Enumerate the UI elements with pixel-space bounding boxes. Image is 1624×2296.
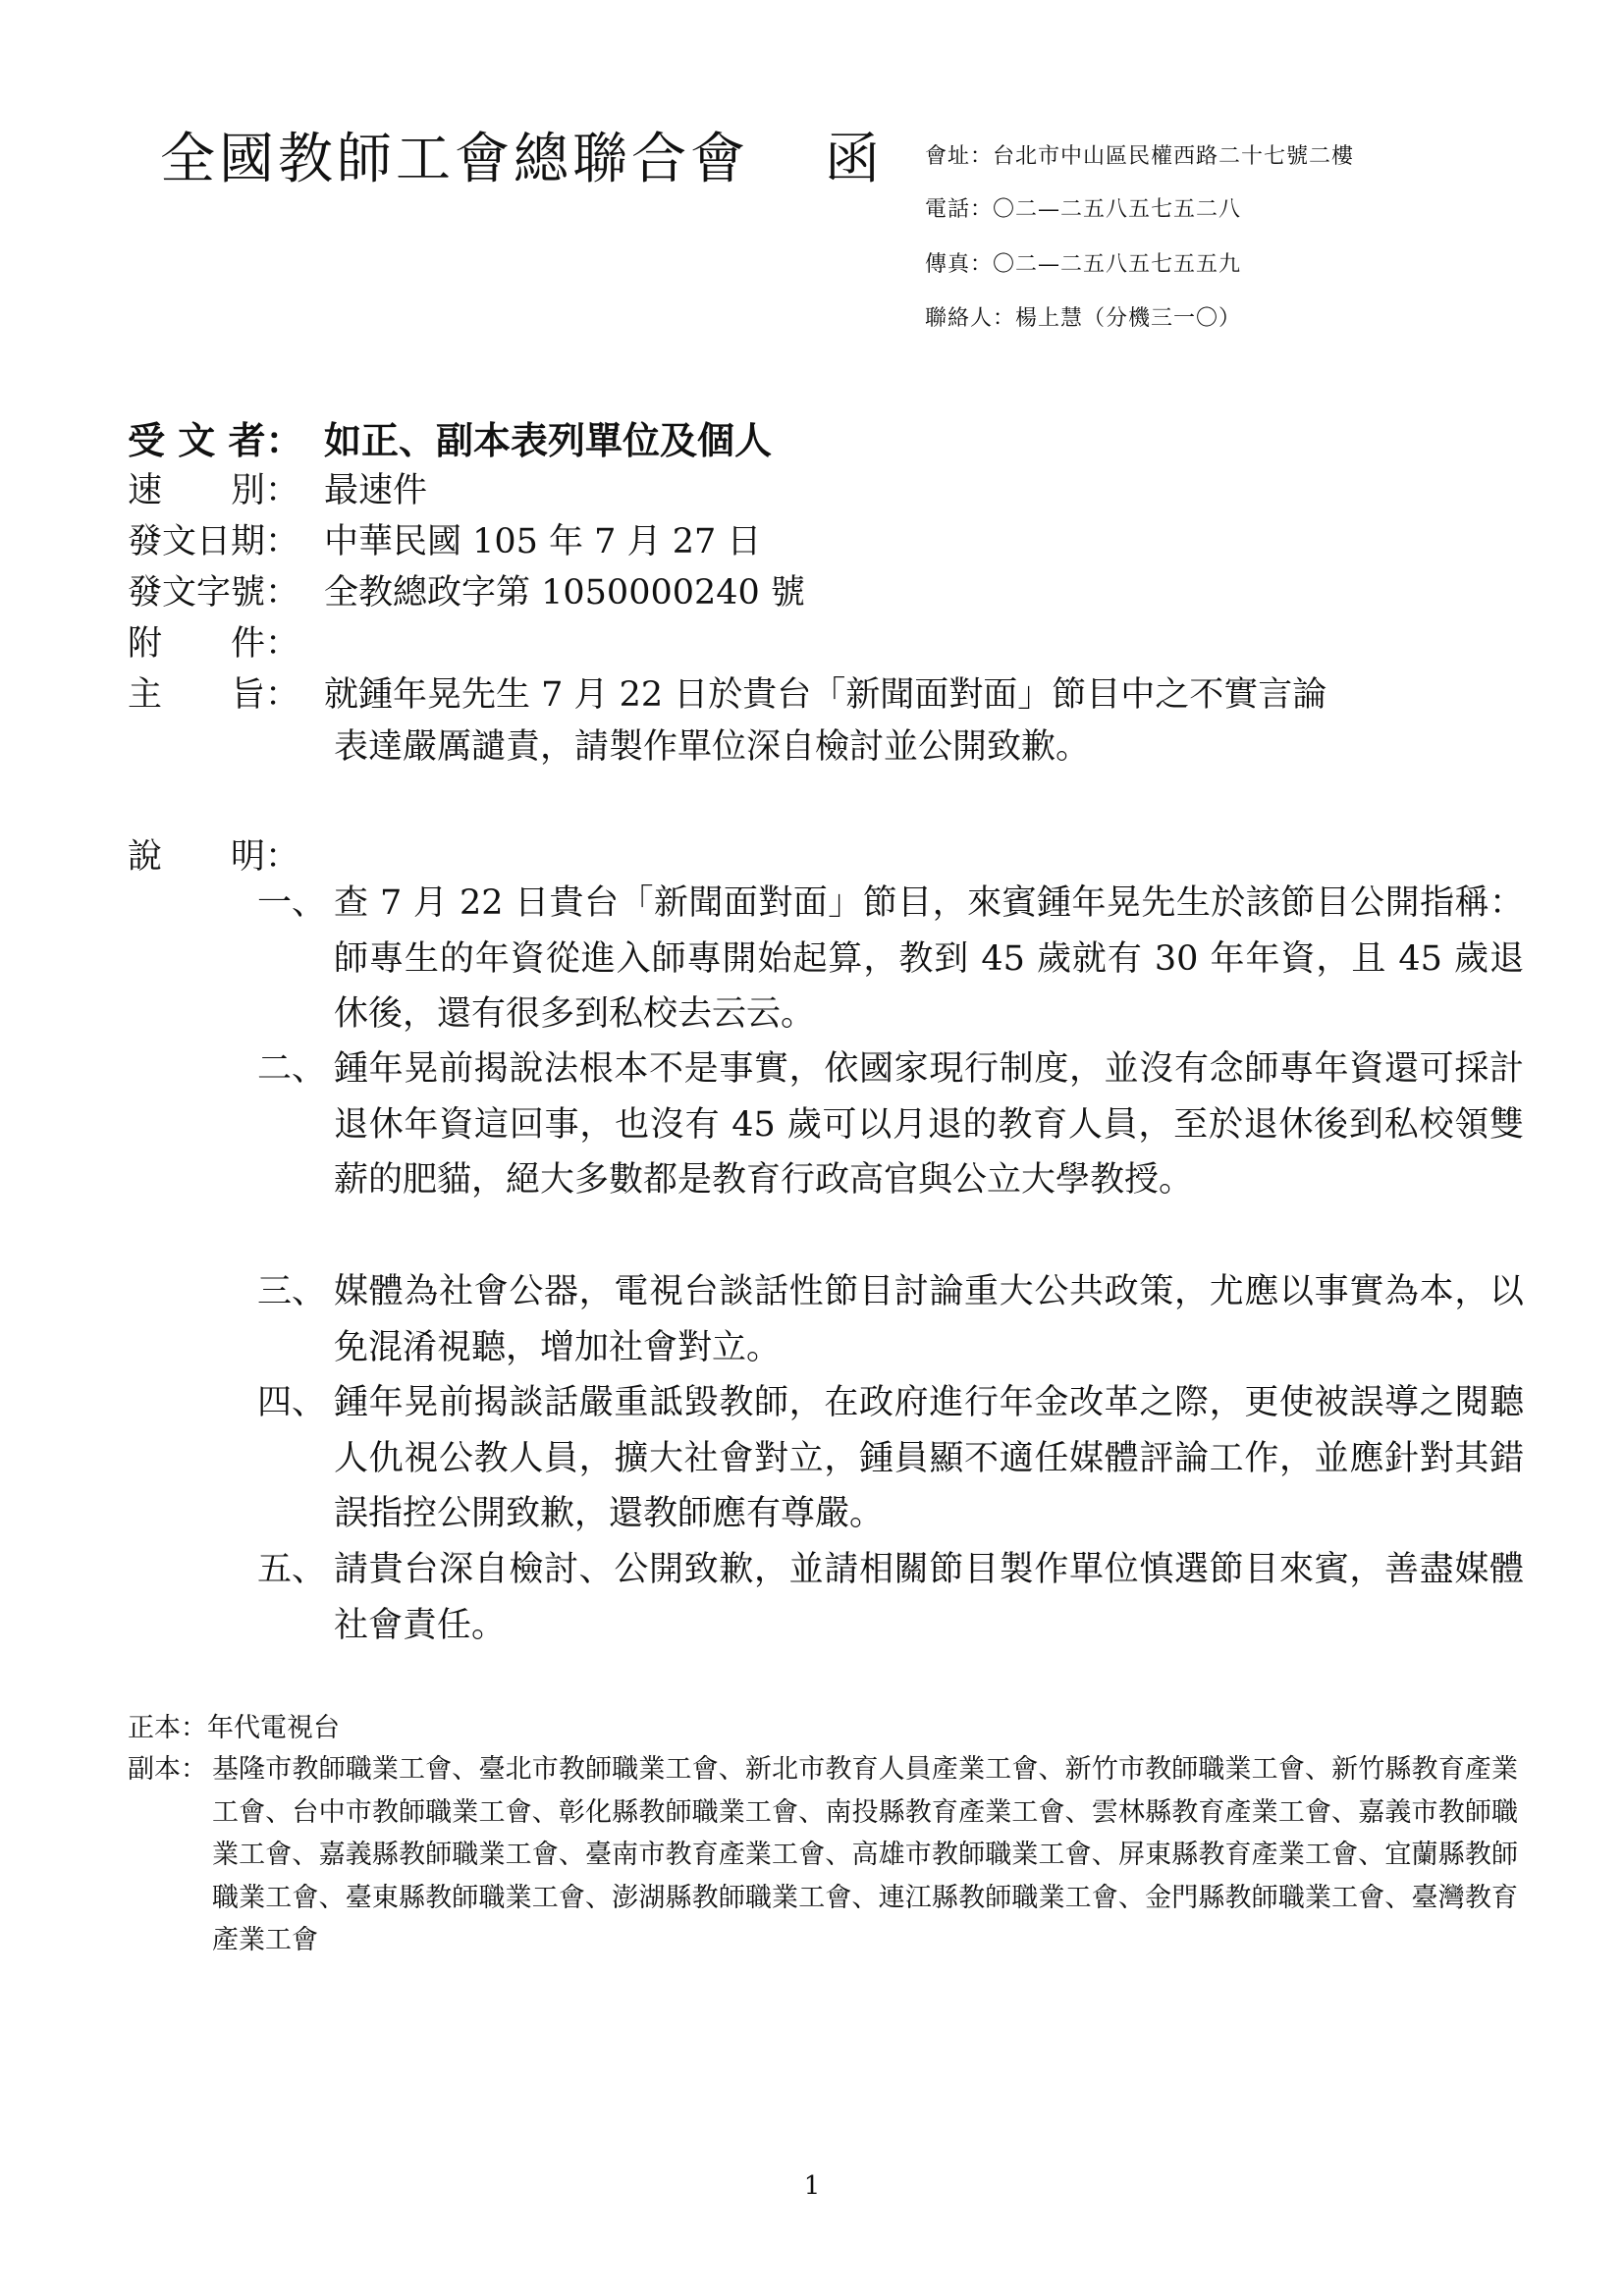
item-number: 五、 xyxy=(257,1550,327,1589)
date-value: 中華民國 105 年 7 月 27 日 xyxy=(324,522,762,561)
contact-phone: 電話：〇二—二五八五七五二八 xyxy=(925,197,1242,222)
description-item xyxy=(257,1264,1524,1375)
speed-field xyxy=(128,463,427,512)
item-text: 查 7 月 22 日貴台「新聞面對面」節目，來賓鍾年晃先生於該節目公開指稱：師專生的年資從進入師專開始起算，教到 45 歲就有 30 年年資，且 45 歲退休後，還有很多到私校去云云。 xyxy=(334,883,1524,1034)
item-text: 鍾年晃前揭談話嚴重詆毀教師，在政府進行年金改革之際，更使被誤導之閱聽人仇視公教人員，擴大社會對立，鍾員顯不適任媒體評論工作，並應針對其錯誤指控公開致歉，還教師應有尊嚴。 xyxy=(334,1383,1524,1533)
original-recipient xyxy=(128,1706,340,1744)
subject-line-2: 表達嚴厲譴責，請製作單位深自檢討並公開致歉。 xyxy=(334,727,1091,767)
description-label: 說 明： xyxy=(128,837,300,877)
contact-person: 聯絡人：楊上慧（分機三一〇） xyxy=(925,306,1242,331)
description-item xyxy=(257,1375,1524,1542)
item-text: 媒體為社會公器，電視台談話性節目討論重大公共政策，尤應以事實為本，以免混淆視聽，增加社會對立。 xyxy=(334,1272,1524,1367)
recipient-label: 受 文 者： xyxy=(128,418,303,462)
item-number: 三、 xyxy=(257,1272,327,1311)
item-number: 二、 xyxy=(257,1049,327,1089)
description-item xyxy=(257,876,1524,1042)
organization-title: 全國教師工會總聯合會 xyxy=(160,128,749,191)
cc-label: 副本： xyxy=(128,1754,207,1785)
item-number: 一、 xyxy=(257,883,327,923)
recipient-field xyxy=(128,410,772,464)
document-number-label: 發文字號： xyxy=(128,573,300,613)
item-text: 請貴台深自檢討、公開致歉，並請相關節目製作單位慎選節目來賓，善盡媒體社會責任。 xyxy=(334,1550,1524,1645)
page-number: 1 xyxy=(803,2171,821,2201)
subject-line-1: 就鍾年晃先生 7 月 22 日於貴台「新聞面對面」節目中之不實言論 xyxy=(324,675,1327,715)
speed-label: 速 別： xyxy=(128,471,300,510)
date-field xyxy=(128,514,761,563)
attachment-field xyxy=(128,616,324,666)
attachment-label: 附 件： xyxy=(128,624,300,664)
contact-address: 會址：台北市中山區民權西路二十七號二樓 xyxy=(925,144,1355,169)
document-type: 函 xyxy=(825,128,880,191)
contact-fax: 傳真：〇二—二五八五七五五九 xyxy=(925,252,1242,277)
item-number: 四、 xyxy=(257,1383,327,1422)
subject-field xyxy=(128,667,1326,717)
speed-value: 最速件 xyxy=(324,471,428,510)
description-item xyxy=(257,1542,1524,1653)
original-label: 正本： xyxy=(128,1713,207,1743)
subject-label: 主 旨： xyxy=(128,675,300,715)
cc-value: 基隆市教師職業工會、臺北市教師職業工會、新北市教育人員產業工會、新竹市教師職業工會、新竹縣教育產業工會、台中市教師職業工會、彰化縣教師職業工會、南投縣教育產業工會、雲林縣教育產業工會、嘉義市教師職業工會、嘉義縣教師職業工會、臺南市教育產業工會、高雄市教師職業工會、屏東縣教育產業工會、宜蘭縣教師職業工會、臺東縣教師職業工會、澎湖縣教師職業工會、連江縣教師職業工會、金門縣教師職業工會、臺灣教育產業工會 xyxy=(212,1754,1518,1955)
description-item xyxy=(257,1041,1524,1208)
original-value: 年代電視台 xyxy=(207,1713,340,1743)
document-number-field xyxy=(128,565,805,614)
item-text: 鍾年晃前揭說法根本不是事實，依國家現行制度，並沒有念師專年資還可採計退休年資這回事，也沒有 45 歲可以月退的教育人員，至於退休後到私校領雙薪的肥貓，絕大多數都是教育行政高官與公立大學教授。 xyxy=(334,1049,1524,1200)
carbon-copy xyxy=(128,1748,1518,1962)
date-label: 發文日期： xyxy=(128,522,300,561)
document-number-value: 全教總政字第 1050000240 號 xyxy=(324,573,805,613)
recipient-value: 如正、副本表列單位及個人 xyxy=(324,418,773,462)
